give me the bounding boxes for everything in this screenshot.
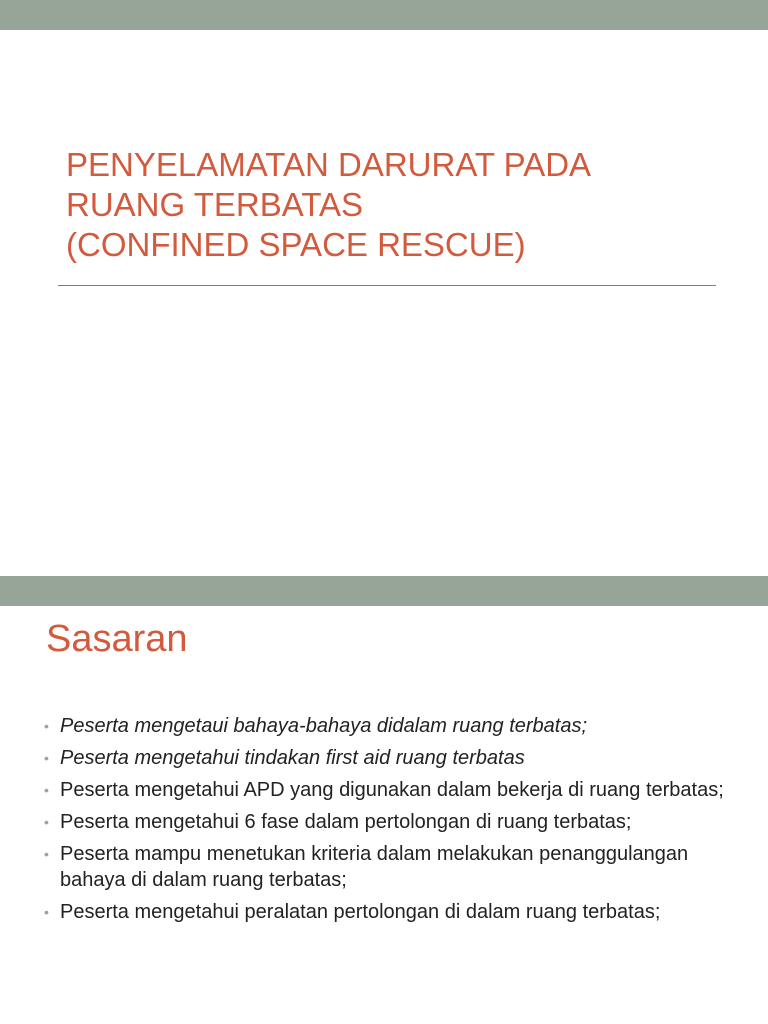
- bullet-icon: •: [44, 846, 49, 862]
- bullet-icon: •: [44, 750, 49, 766]
- bullet-icon: •: [44, 782, 49, 798]
- title-divider: [58, 285, 716, 286]
- bullet-text: Peserta mengetaui bahaya-bahaya didalam ruang terbatas;: [60, 715, 588, 737]
- bullet-item: [44, 777, 724, 803]
- slide-title: PENYELAMATAN DARURAT PADA RUANG TERBATAS (CONFINED SPACE RESCUE): [66, 146, 592, 263]
- bullet-item: [44, 841, 724, 893]
- bullet-text: Peserta mengetahui peralatan pertolongan di dalam ruang terbatas;: [60, 901, 661, 923]
- bullet-text: Peserta mengetahui 6 fase dalam pertolongan di ruang terbatas;: [60, 811, 632, 833]
- bullet-item: [44, 899, 724, 925]
- bullet-icon: •: [44, 904, 49, 920]
- slide-top-bar: [0, 576, 768, 606]
- bullet-item: [44, 809, 724, 835]
- bullet-item: [44, 745, 724, 771]
- bullet-item: [44, 713, 724, 739]
- slide-top-bar: [0, 0, 768, 30]
- objectives-slide: [0, 576, 768, 1024]
- bullet-icon: •: [44, 718, 49, 734]
- bullet-list: [44, 713, 724, 931]
- bullet-text: Peserta mengetahui tindakan first aid ruang terbatas: [60, 747, 525, 769]
- bullet-icon: •: [44, 814, 49, 830]
- bullet-text: Peserta mampu menetukan kriteria dalam melakukan penanggulangan bahaya di dalam ruang terbatas;: [60, 843, 689, 891]
- bullet-text: Peserta mengetahui APD yang digunakan dalam bekerja di ruang terbatas;: [60, 779, 724, 801]
- slide-heading: Sasaran: [46, 618, 188, 660]
